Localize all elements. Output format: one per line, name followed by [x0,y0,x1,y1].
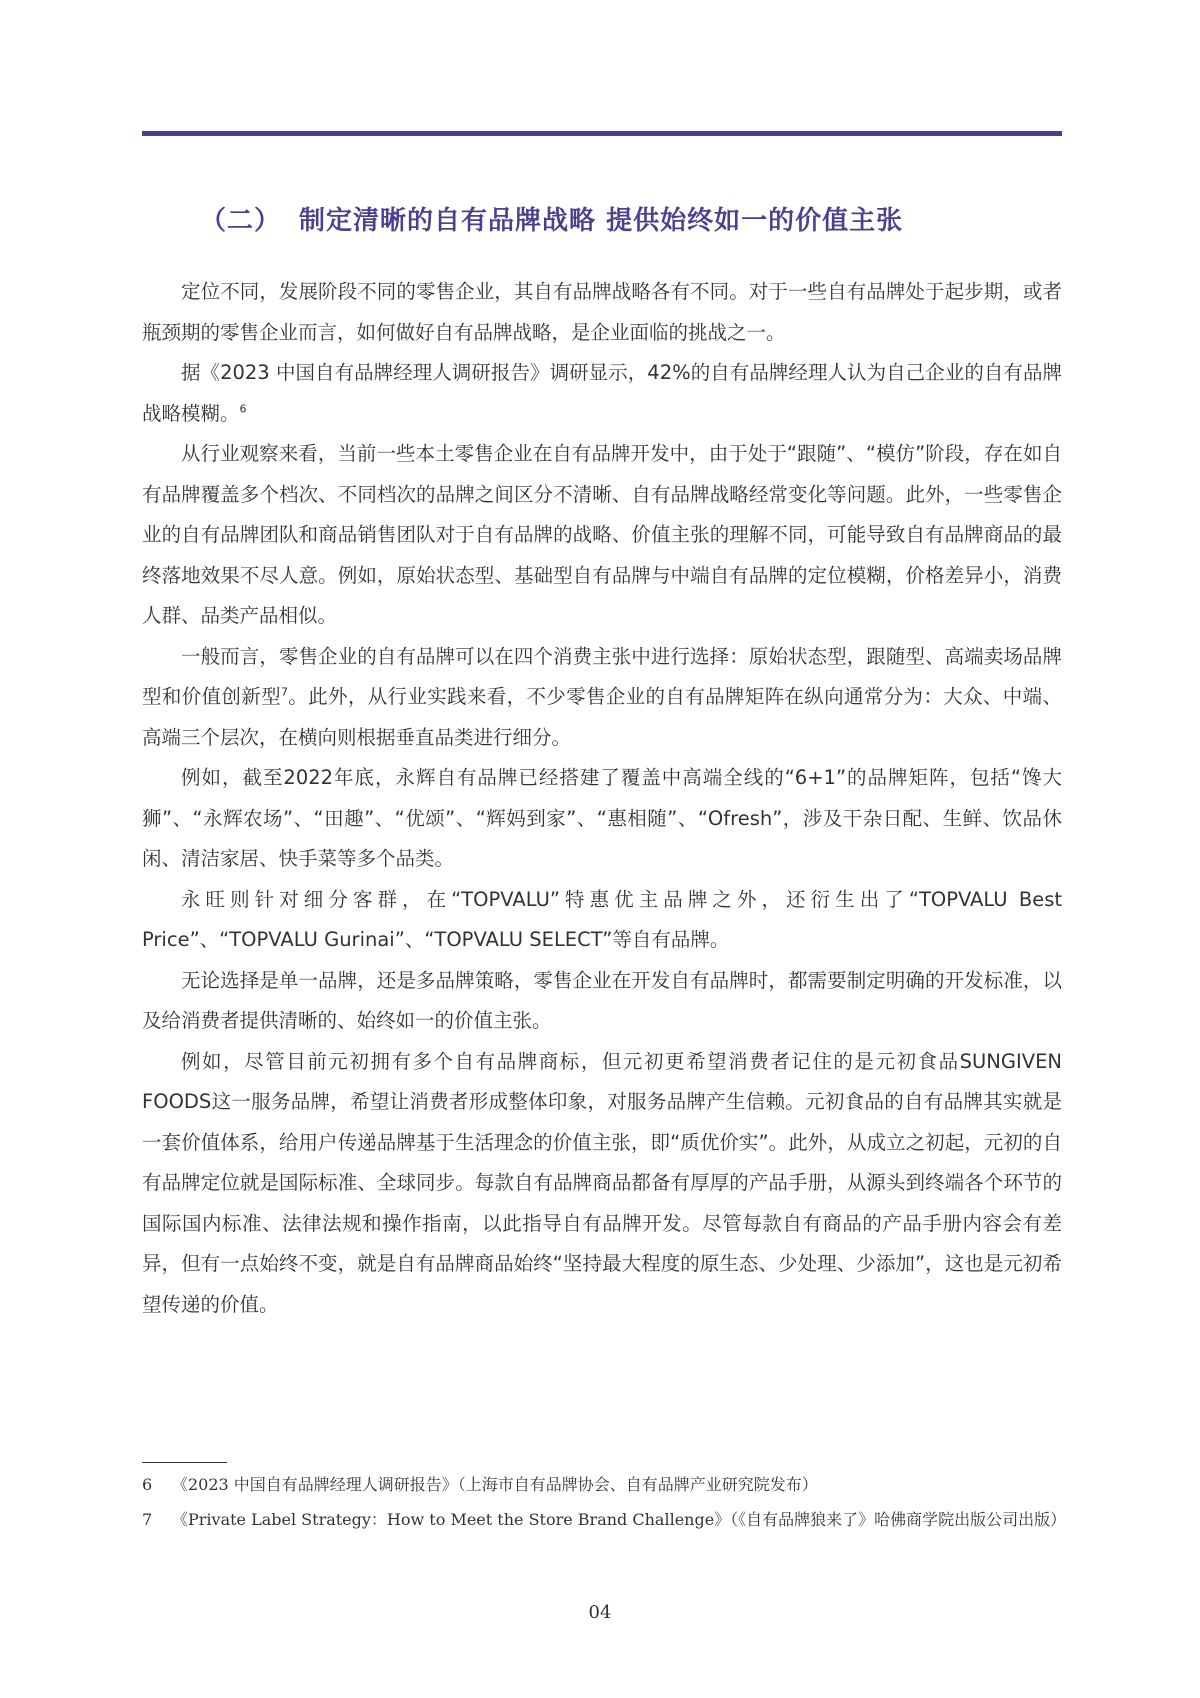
footnote-6 [142,1473,1062,1497]
paragraph-3 [142,434,1062,637]
paragraph-1 [142,272,1062,353]
paragraph-8 [142,1042,1062,1326]
footnote-number: 7 [142,1510,153,1529]
body-text [142,272,1062,1325]
footnotes [142,1473,1067,1543]
paragraph-1-text: 定位不同，发展阶段不同的零售企业，其自有品牌战略各有不同。对于一些自有品牌处于起步期，或者瓶颈期的零售企业而言，如何做好自有品牌战略，是企业面临的挑战之一。 [142,280,1062,344]
paragraph-5 [142,758,1062,880]
paragraph-2 [142,353,1062,434]
footnote-text: 《2023 中国自有品牌经理人调研报告》（上海市自有品牌协会、自有品牌产业研究院发布） [172,1475,818,1494]
paragraph-4-text-a: 一般而言，零售企业的自有品牌可以在四个消费主张中进行选择：原始状态型，跟随型、高端卖场品牌型和价值创新型 [142,644,1062,708]
paragraph-6-text: 永旺则针对细分客群，在“TOPVALU”特惠优主品牌之外，还衍生出了“TOPVALU Best Price”、“TOPVALU Gurinai”、“TOPVALU SELECT”等自有品牌。 [142,887,1062,951]
footnote-number: 6 [142,1475,153,1494]
paragraph-3-text: 从行业观察来看，当前一些本土零售企业在自有品牌开发中，由于处于“跟随”、“模仿”阶段，存在如自有品牌覆盖多个档次、不同档次的品牌之间区分不清晰、自有品牌战略经常变化等问题。此外，一些零售企业的自有品牌团队和商品销售团队对于自有品牌的战略、价值主张的理解不同，可能导致自有品牌商品的最终落地效果不尽人意。例如，原始状态型、基础型自有品牌与中端自有品牌的定位模糊，价格差异小，消费人群、品类产品相似。 [142,442,1062,627]
footnote-ref-7: 7 [280,685,288,699]
paragraph-4 [142,637,1062,759]
footnote-divider [142,1462,227,1463]
paragraph-6 [142,880,1062,961]
paragraph-8-text: 例如，尽管目前元初拥有多个自有品牌商标，但元初更希望消费者记住的是元初食品SUNGIVEN FOODS这一服务品牌，希望让消费者形成整体印象，对服务品牌产生信赖。元初食品的自有品牌其实就是一套价值体系，给用户传递品牌基于生活理念的价值主张，即“质优价实”。此外，从成立之初起，元初的自有品牌定位就是国际标准、全球同步。每款自有品牌商品都备有厚厚的产品手册，从源头到终端各个环节的国际国内标准、法律法规和操作指南，以此指导自有品牌开发。尽管每款自有商品的产品手册内容会有差异，但有一点始终不变，就是自有品牌商品始终“坚持最大程度的原生态、少处理、少添加”，这也是元初希望传递的价值。 [142,1049,1062,1316]
page-number: 04 [588,1602,612,1623]
paragraph-4-text-b: 。此外，从行业实践来看，不少零售企业的自有品牌矩阵在纵向通常分为：大众、中端、高端三个层次，在横向则根据垂直品类进行细分。 [142,685,1062,749]
paragraph-5-text: 例如，截至2022年底，永辉自有品牌已经搭建了覆盖中高端全线的“6+1”的品牌矩阵，包括“馋大狮”、“永辉农场”、“田趣”、“优颂”、“辉妈到家”、“惠相随”、“Ofresh”，涉及干杂日配、生鲜、饮品休闲、清洁家居、快手菜等多个品类。 [142,766,1062,870]
header-rule [142,131,1062,136]
footnote-ref-6: 6 [239,402,247,415]
paragraph-7 [142,961,1062,1042]
paragraph-7-text: 无论选择是单一品牌，还是多品牌策略，零售企业在开发自有品牌时，都需要制定明确的开发标准，以及给消费者提供清晰的、始终如一的价值主张。 [142,968,1062,1032]
section-number: （二） [200,206,282,236]
section-heading [200,200,1080,237]
section-title: 制定清晰的自有品牌战略 提供始终如一的价值主张 [299,206,904,236]
paragraph-2-text: 据《2023 中国自有品牌经理人调研报告》调研显示，42%的自有品牌经理人认为自己企业的自有品牌战略模糊。 [142,361,1062,425]
footnote-7 [142,1508,1067,1532]
footnote-text: 《Private Label Strategy：How to Meet the Store Brand Challenge》（《自有品牌狼来了》哈佛商学院出版公司出版） [172,1510,1067,1529]
